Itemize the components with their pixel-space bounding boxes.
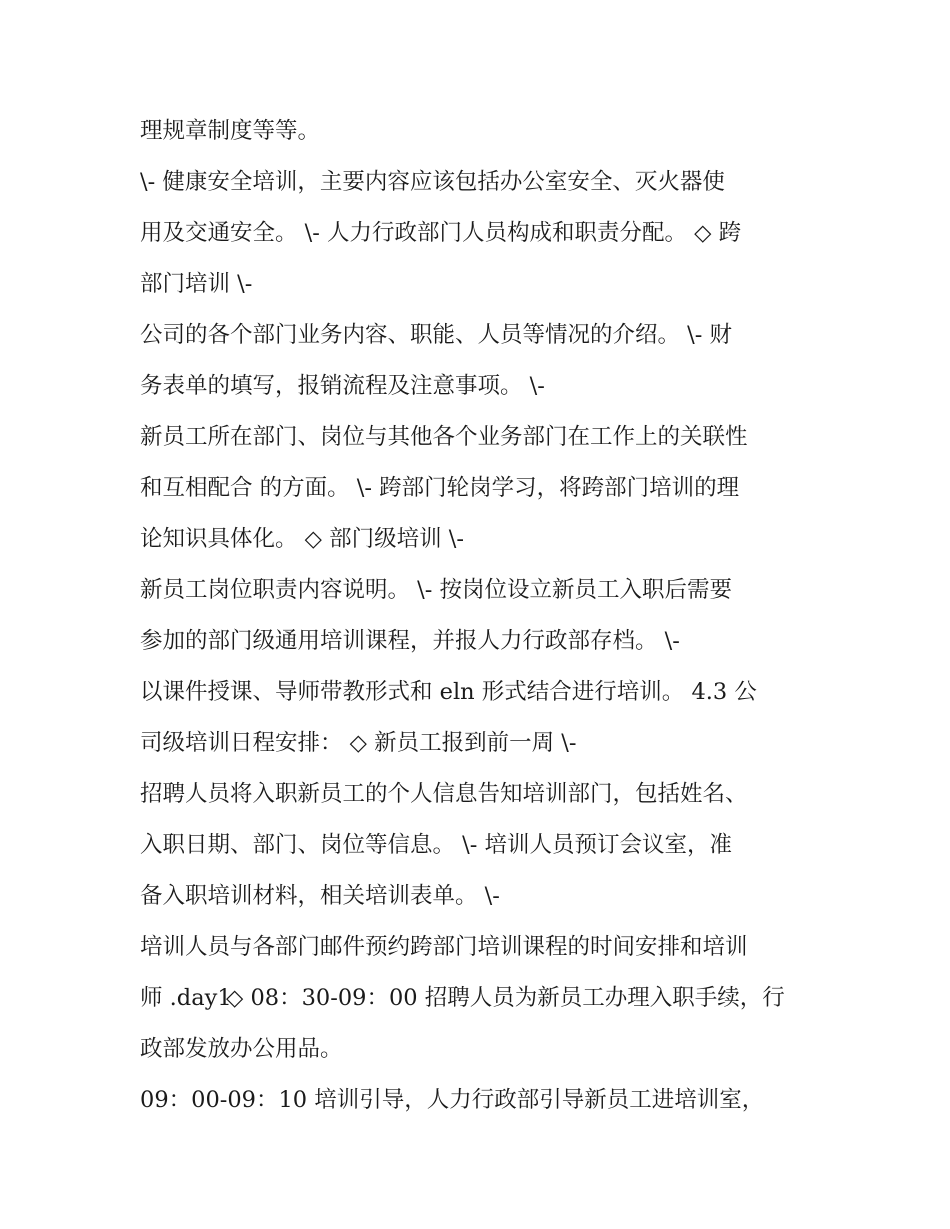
text-line: \- 健康安全培训，主要内容应该包括办公室安全、灭火器使 (140, 169, 725, 195)
text-line: 参加的部门级通用培训课程，并报人力行政部存档。 \- (140, 628, 680, 654)
text-line: 培训人员与各部门邮件预约跨部门培训课程的时间安排和培训 (140, 934, 748, 960)
body-text (140, 106, 830, 1126)
text-line: 新员工所在部门、岗位与其他各个业务部门在工作上的关联性 (140, 424, 748, 450)
text-line: 公司的各个部门业务内容、职能、人员等情况的介绍。 \- 财 (140, 322, 732, 348)
text-line: 招聘人员将入职新员工的个人信息告知培训部门，包括姓名、 (140, 781, 748, 807)
text-line: 以课件授课、导师带教形式和 eln 形式结合进行培训。 4.3 公 (140, 679, 757, 705)
text-line: 入职日期、部门、岗位等信息。 \- 培训人员预订会议室，准 (140, 832, 732, 858)
text-line: 和互相配合 的方面。 \- 跨部门轮岗学习，将跨部门培训的理 (140, 475, 740, 501)
text-line: 09：00-09：10 培训引导，人力行政部引导新员工进培训室， (140, 1087, 765, 1113)
text-line: 政部发放办公用品。 (140, 1036, 343, 1062)
text-fragment-day1: 师 .day1 (140, 985, 232, 1011)
text-line: 论知识具体化。 ◇ 部门级培训 \- (140, 526, 464, 552)
text-fragment-schedule: ◇ 08：30-09：00 招聘人员为新员工办理入职手续，行 (226, 985, 785, 1011)
text-line: 部门培训 \- (140, 271, 253, 297)
text-line: 备入职培训材料，相关培训表单。 \- (140, 883, 500, 909)
overlapping-text-line (140, 973, 830, 1024)
text-line: 新员工岗位职责内容说明。 \- 按岗位设立新员工入职后需要 (140, 577, 732, 603)
text-line: 司级培训日程安排： ◇ 新员工报到前一周 \- (140, 730, 577, 756)
text-line: 理规章制度等等。 (140, 118, 321, 144)
text-line: 务表单的填写，报销流程及注意事项。 \- (140, 373, 545, 399)
text-line: 用及交通安全。 \- 人力行政部门人员构成和职责分配。 ◇ 跨 (140, 220, 742, 246)
